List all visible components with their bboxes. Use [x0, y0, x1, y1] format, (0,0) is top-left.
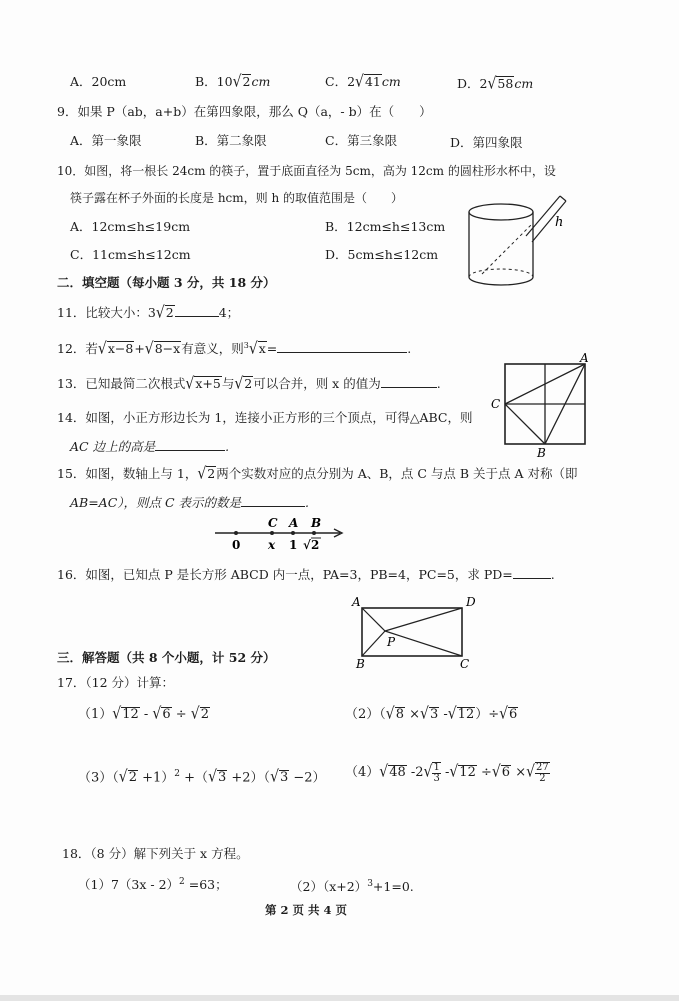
q15-tick-root-symbol: √: [303, 538, 311, 552]
q10-cylinder-figure: [462, 184, 582, 294]
q9-option-a: A．第一象限: [70, 133, 142, 148]
q10-option-d: D．5cm≤h≤12cm: [325, 247, 439, 262]
q14-grid-figure: [488, 350, 598, 460]
page-number: 第 2 页 共 4 页: [265, 903, 348, 917]
q18-part1: （1）7（3x - 2）$^2$ =63；: [78, 877, 228, 893]
q8-option-c: C．2√41cm: [325, 72, 401, 92]
q16-label-p: P: [387, 635, 396, 649]
q18-title: 18．（8 分）解下列关于 x 方程。: [62, 846, 249, 861]
q15-label-b: B: [311, 516, 322, 530]
q8-option-b: B．10√2cm: [195, 72, 271, 92]
q15-number-line: [210, 512, 350, 557]
q10-option-b: B．12cm≤h≤13cm: [325, 219, 446, 234]
q12: 12．若√x−8+√8−x有意义，则$^3$√x= .: [57, 339, 412, 359]
q10-option-a: A．12cm≤h≤19cm: [70, 219, 191, 234]
q16-label-c: C: [460, 657, 470, 671]
q10-label-h: h: [555, 215, 564, 230]
q17-part4: （4）√48 -2√ $\frac{1}{3}$ -√12 ÷√6 ×√ $\frac{27}{2}$: [345, 761, 549, 784]
q14-label-b: B: [537, 446, 546, 460]
q10-option-c: C．11cm≤h≤12cm: [70, 247, 191, 262]
q13-answer-blank[interactable]: [381, 375, 437, 388]
q9-option-c: C．第三象限: [325, 133, 398, 148]
q9-option-d: D．第四象限: [450, 135, 523, 150]
q15-stem-line1: 15．如图，数轴上与 1，√2两个实数对应的点分别为 A、B，点 C 与点 B 关于点 A 对称（即: [57, 464, 578, 484]
q16-label-b: B: [356, 657, 365, 671]
q15-label-a: A: [289, 516, 299, 530]
q11-answer-blank[interactable]: [175, 304, 219, 317]
q15-label-c: C: [268, 516, 278, 530]
q14-label-a: A: [580, 351, 589, 365]
q11: 11．比较大小：3√2 4；: [57, 303, 240, 323]
q15-tick-root: 2: [311, 538, 320, 552]
q16-label-d: D: [466, 595, 476, 609]
section3-title: 三．解答题（共 8 个小题，计 52 分）: [57, 650, 276, 665]
q15-stem-line2: AB=AC），则点 C 表示的数是 .: [70, 495, 310, 510]
q16-rectangle-figure: [348, 594, 488, 674]
q10-stem-line1: 10．如图，将一根长 24cm 的筷子，置于底面直径为 5cm，高为 12cm 的圆柱形水杯中，设: [57, 164, 556, 178]
q8-option-a: A．20cm: [70, 74, 127, 89]
q15-tick-x: x: [268, 538, 276, 552]
q17-title: 17．（12 分）计算：: [57, 675, 175, 690]
q10-stem-line2: 筷子露在杯子外面的长度是 hcm，则 h 的取值范围是（ ）: [70, 191, 404, 205]
q16-answer-blank[interactable]: [513, 566, 551, 579]
q9-option-b: B．第二象限: [195, 133, 267, 148]
q18-part2: $(2)(x+2)^3+1=0$.: [290, 879, 414, 895]
bottom-scroll-bar: [0, 995, 679, 1001]
q12-answer-blank[interactable]: [277, 340, 407, 353]
q17-part3: $(3)(√2 +1)^2 +(√3 +2)(√3 -2)$: [78, 768, 326, 787]
q13: 13．已知最简二次根式√x+5与√2可以合并，则 x 的值为 .: [57, 374, 441, 394]
q17-part1: （1）√12 - √6 ÷ √2: [78, 704, 209, 724]
q8-option-d: D．2√58cm: [457, 74, 534, 94]
section2-title: 二．填空题（每小题 3 分，共 18 分）: [57, 275, 276, 290]
q14-label-c: C: [491, 397, 501, 411]
q15-tick-one: 1: [289, 538, 298, 552]
q15-answer-blank[interactable]: [241, 494, 305, 507]
q16-label-a: A: [352, 595, 361, 609]
q17-part2: （2）（√8 ×√3 -√12）÷√6: [345, 704, 518, 724]
q14-answer-blank[interactable]: [155, 438, 225, 451]
q15-tick-zero: 0: [232, 538, 241, 552]
q16-stem: 16．如图，已知点 P 是长方形 ABCD 内一点，PA=3，PB=4，PC=5，求 PD= .: [57, 567, 555, 582]
q9-stem: 9．如果 P（ab，a+b）在第四象限，那么 Q（a，- b）在（ ）: [57, 104, 432, 119]
q14-stem-line1: 14．如图，小正方形边长为 1，连接小正方形的三个顶点，可得△ABC，则: [57, 410, 473, 425]
q14-stem-line2: AC 边上的高是 .: [70, 439, 230, 454]
